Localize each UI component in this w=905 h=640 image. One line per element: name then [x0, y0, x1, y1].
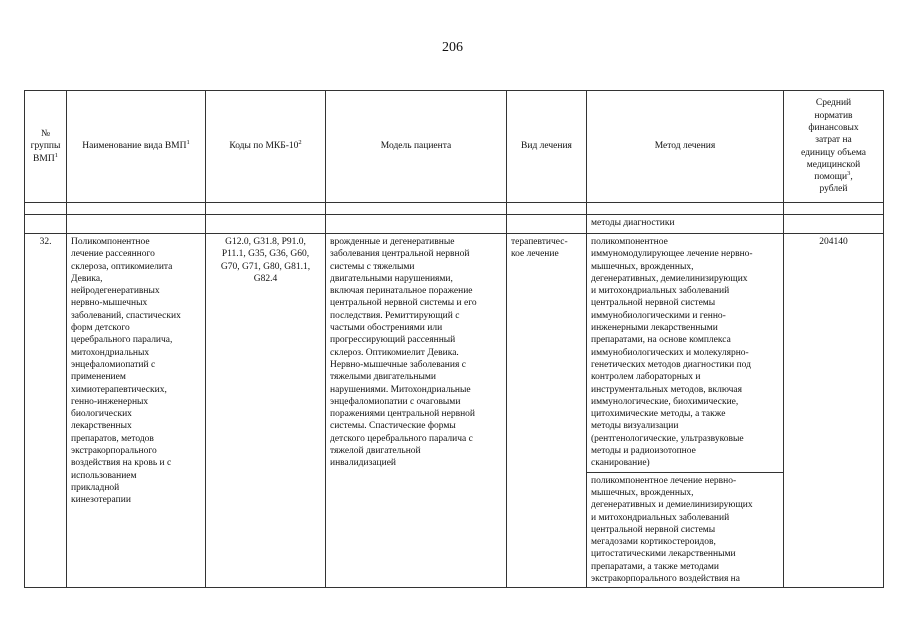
row32-codes: G12.0, G31.8, P91.0, P11.1, G35, G36, G60, G70, G71, G80, G81.1, G82.4 [206, 234, 326, 588]
header-codes: Коды по МКБ-$10^2$ [206, 91, 326, 203]
row32-group-no: 32. [25, 234, 67, 588]
row32-method-1: поликомпонентное иммуномодулирующее лечение нервно- мышечных, врожденных, дегенеративных, демиелинизирующих и митохондриальных заболеваний центральной нервной системы иммунобиологическими и генно- инженерными лекарственными препаратами, на основе комплекса иммунобиологических и молекулярно- генетических методов диагностики под контролем лабораторных и инструментальных методов, включая иммунологические, биохимические, цитохимические методы, а также методы визуализации (рентгенологические, ультразвуковые методы и радиоизотопное сканирование) [587, 234, 784, 473]
page-number: 206 [442, 40, 463, 55]
vmp-table [24, 90, 884, 588]
header-kind: Вид лечения [507, 91, 587, 203]
table-blank-row [25, 203, 884, 215]
row32-cost: 204140 [784, 234, 884, 588]
continuation-method: методы диагностики [587, 215, 784, 234]
row32-method-2: поликомпонентное лечение нервно- мышечных, врожденных, дегенеративных и демиелинизирующих и митохондриальных заболеваний центральной нервной системы мегадозами кортикостероидов, цитостатическими лекарственными препаратами, а также методами экстракорпорального воздействия на [587, 472, 784, 588]
row32-kind: терапевтичес- кое лечение [507, 234, 587, 588]
header-method: Метод лечения [587, 91, 784, 203]
header-name: Наименование вида ВМП$^1$ [67, 91, 206, 203]
table-continuation-row [25, 215, 884, 234]
header-group-no: № группы ВМП$^1$ [25, 91, 67, 203]
header-cost: Средний норматив финансовых затрат на единицу объема медицинской помощи$^3$, рублей [784, 91, 884, 203]
header-model: Модель пациента [326, 91, 507, 203]
table-header-row [25, 91, 884, 203]
row32-name: Поликомпонентное лечение рассеянного склероза, оптикомиелита Девика, нейродегенеративных нервно-мышечных заболеваний, спастических форм детского церебрального паралича, митохондриальных энцефаломиопатий с применением химиотерапевтических, генно-инженерных биологических лекарственных препаратов, методов экстракорпорального воздействия на кровь и с использованием прикладной кинезотерапии [67, 234, 206, 588]
table-row-32 [25, 234, 884, 473]
row32-model: врожденные и дегенеративные заболевания центральной нервной системы с тяжелыми двигательными нарушениями, включая перинатальное поражение центральной нервной системы и его последствия. Ремиттирующий с частыми обострениями или прогрессирующий рассеянный склероз. Оптикомиелит Девика. Нервно-мышечные заболевания с тяжелыми двигательными нарушениями. Митохондриальные энцефаломиопатии с очаговыми поражениями центральной нервной системы. Спастические формы детского церебрального паралича с тяжелой двигательной инвалидизацией [326, 234, 507, 588]
